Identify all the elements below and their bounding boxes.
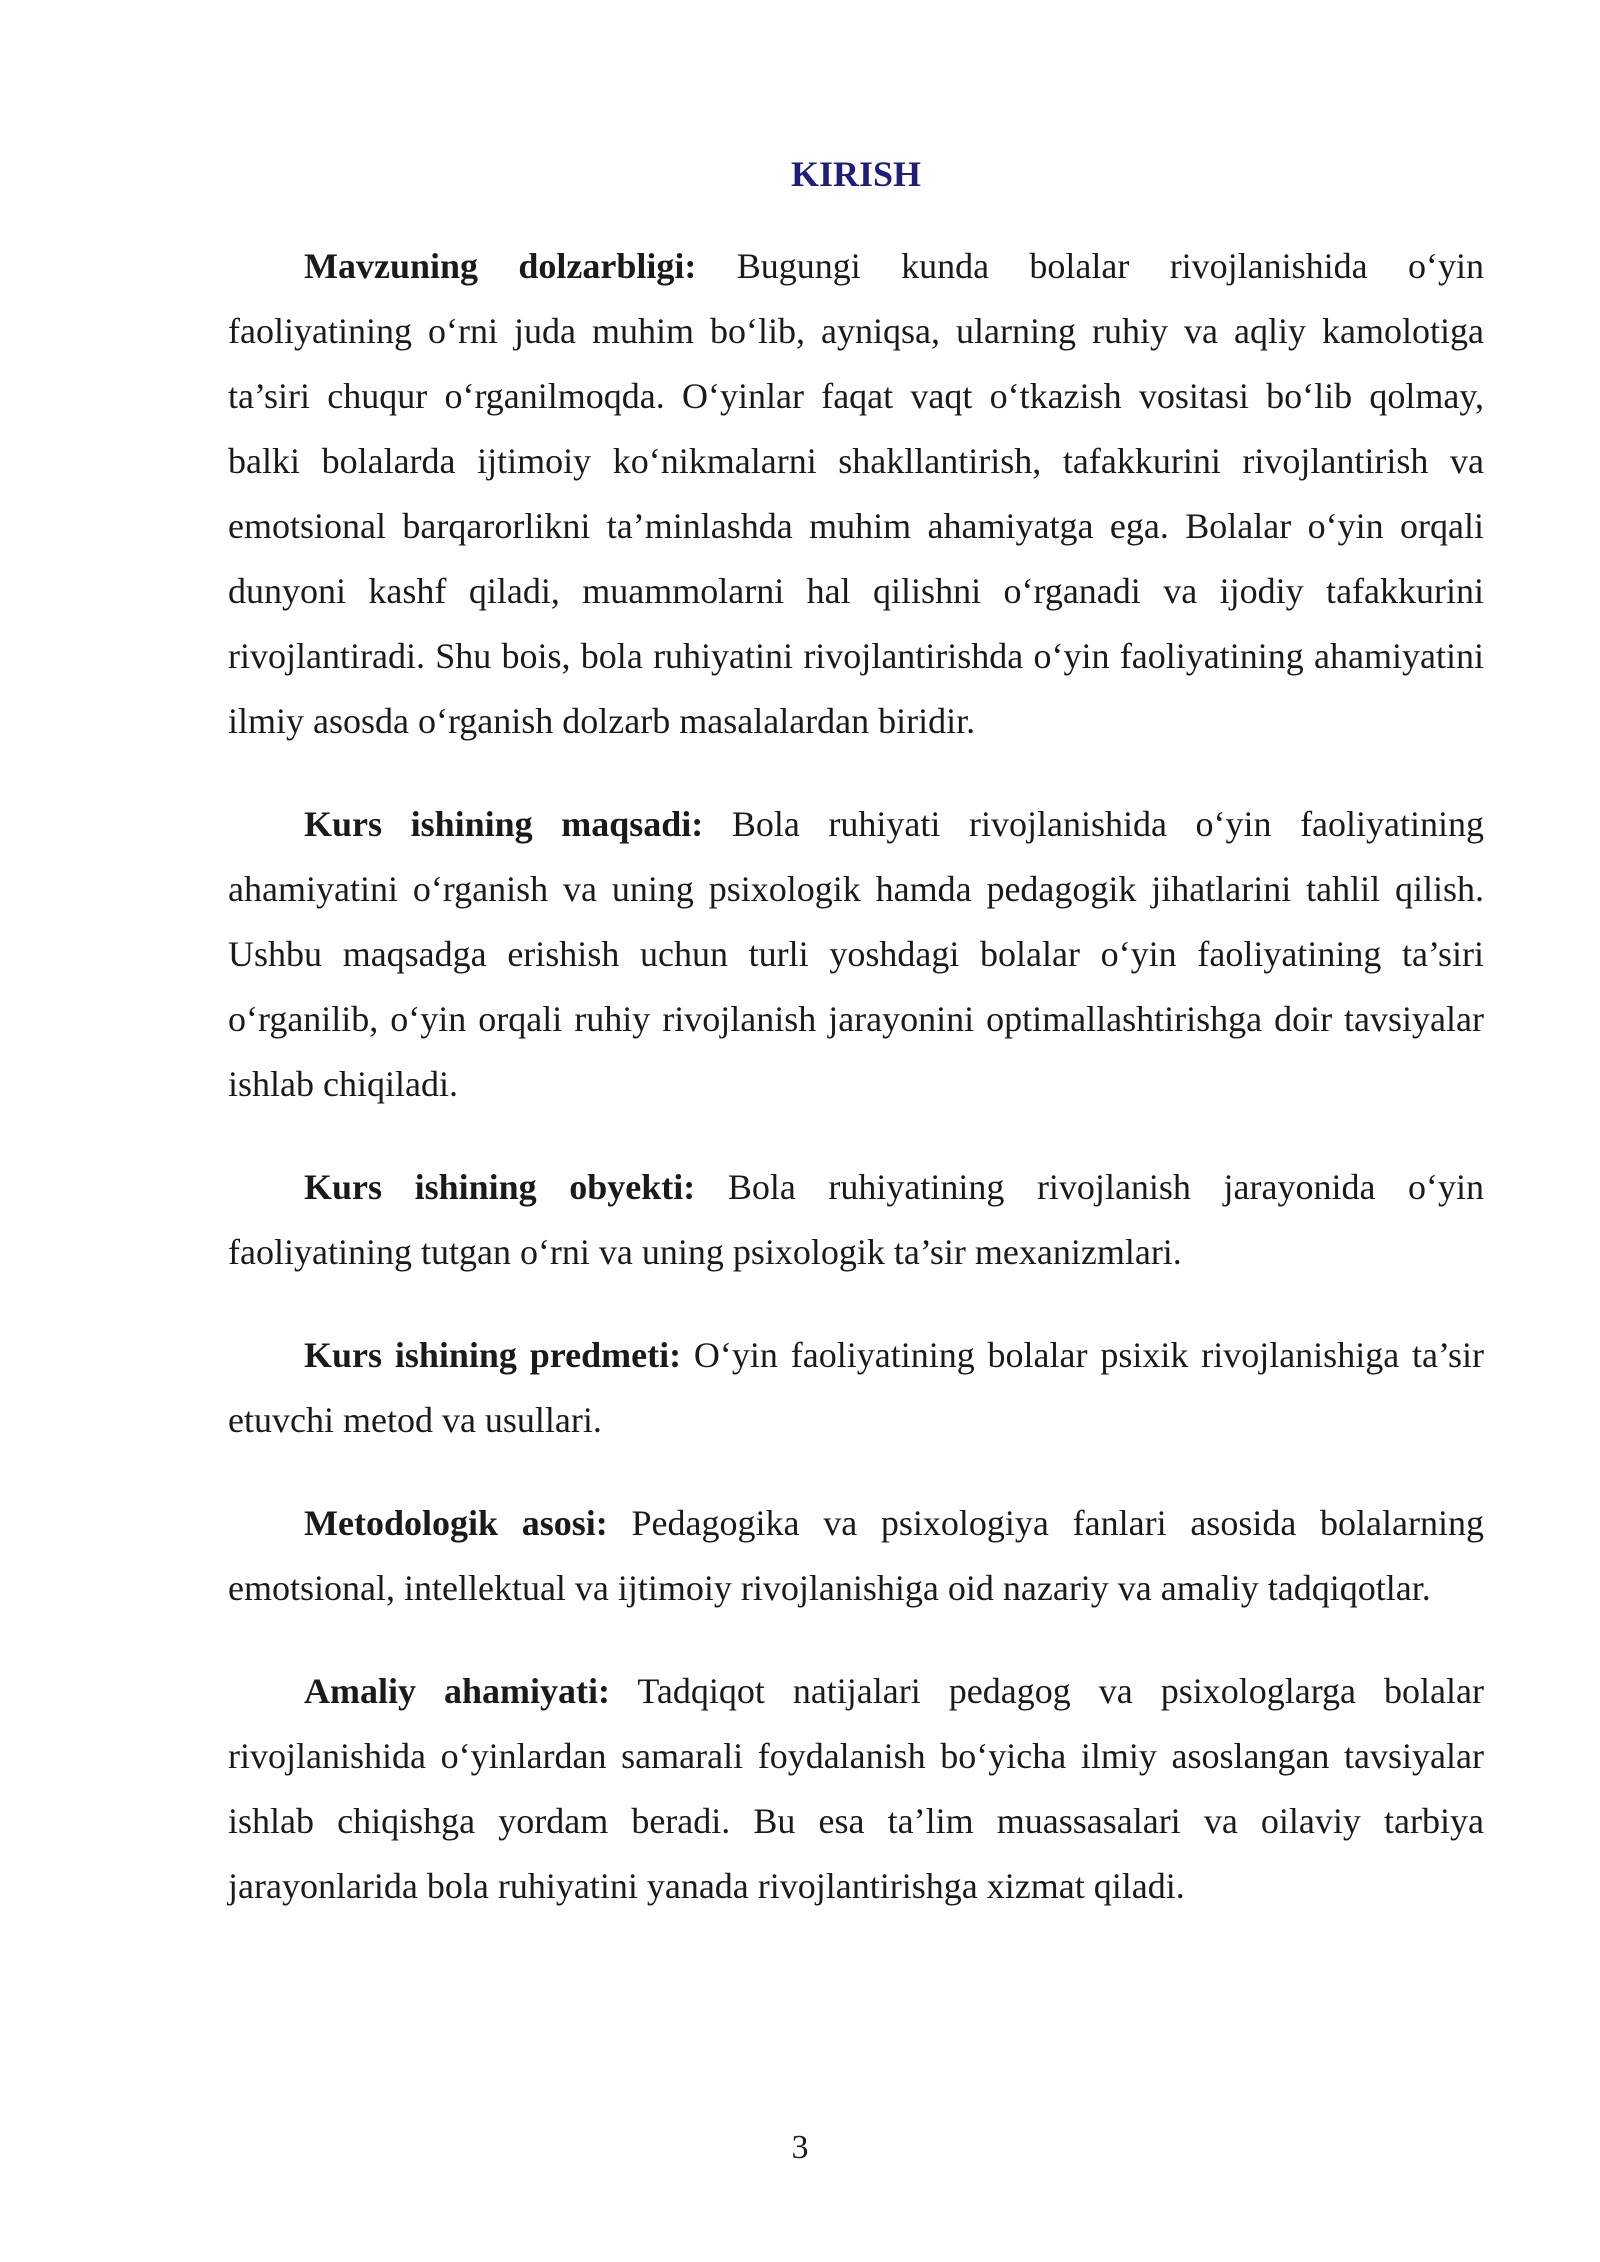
paragraph-text: O‘yin faoliyatining bolalar psixik rivojlanishiga ta’sir etuvchi metod va usullari.	[228, 1335, 1484, 1440]
paragraph-lead: Kurs ishining maqsadi:	[304, 804, 704, 844]
paragraph-practical-value	[228, 1659, 1484, 1919]
paragraph-text: Bola ruhiyati rivojlanishida o‘yin faoliyatining ahamiyatini o‘rganish va uning psixologik hamda pedagogik jihatlarini tahlil qilish. Ushbu maqsadga erishish uchun turli yoshdagi bolalar o‘yin faoliyatining ta’siri o‘rganilib, o‘yin orqali ruhiy rivojlanish jarayonini optimallashtirishga doir tavsiyalar ishlab chiqiladi.	[228, 804, 1485, 1104]
paragraph-lead: Kurs ishining predmeti:	[304, 1335, 682, 1375]
paragraph-text: Tadqiqot natijalari pedagog va psixologlarga bolalar rivojlanishida o‘yinlardan samarali foydalanish bo‘yicha ilmiy asoslangan tavsiyalar ishlab chiqishga yordam beradi. Bu esa ta’lim muassasalari va oilaviy tarbiya jarayonlarida bola ruhiyatini yanada rivojlantirishga xizmat qiladi.	[228, 1671, 1484, 1906]
paragraph-text: Bugungi kunda bolalar rivojlanishida o‘yin faoliyatining o‘rni juda muhim bo‘lib, ayniqsa, ularning ruhiy va aqliy kamolotiga ta’siri chuqur o‘rganilmoqda. O‘yinlar faqat vaqt o‘tkazish vositasi bo‘lib qolmay, balki bolalarda ijtimoiy ko‘nikmalarni shakllantirish, tafakkurini rivojlantirish va emotsional barqarorlikni ta’minlashda muhim ahamiyatga ega. Bolalar o‘yin orqali dunyoni kashf qiladi, muammolarni hal qilishni o‘rganadi va ijodiy tafakkurini rivojlantiradi. Shu bois, bola ruhiyatini rivojlantirishda o‘yin faoliyatining ahamiyatini ilmiy asosda o‘rganish dolzarb masalalardan biridir.	[228, 246, 1484, 741]
paragraph-methodology	[228, 1491, 1484, 1621]
paragraph-lead: Metodologik asosi:	[304, 1503, 608, 1543]
paragraph-subject	[228, 1323, 1484, 1453]
page-number: 3	[791, 2129, 809, 2166]
section-title: KIRISH	[790, 154, 922, 194]
paragraph-lead: Kurs ishining obyekti:	[304, 1167, 696, 1207]
paragraph-text: Bola ruhiyatining rivojlanish jarayonida o‘yin faoliyatining tutgan o‘rni va uning psixologik ta’sir mexanizmlari.	[228, 1167, 1485, 1272]
paragraph-text: Pedagogika va psixologiya fanlari asosida bolalarning emotsional, intellektual va ijtimoiy rivojlanishiga oid nazariy va amaliy tadqiqotlar.	[228, 1503, 1484, 1608]
paragraph-lead: Amaliy ahamiyati:	[304, 1671, 610, 1711]
paragraph-object	[228, 1155, 1484, 1285]
paragraph-lead: Mavzuning dolzarbligi:	[304, 246, 697, 286]
paragraph-goal	[228, 792, 1484, 1117]
paragraph-relevance	[228, 234, 1484, 754]
document-page	[228, 150, 1484, 1957]
